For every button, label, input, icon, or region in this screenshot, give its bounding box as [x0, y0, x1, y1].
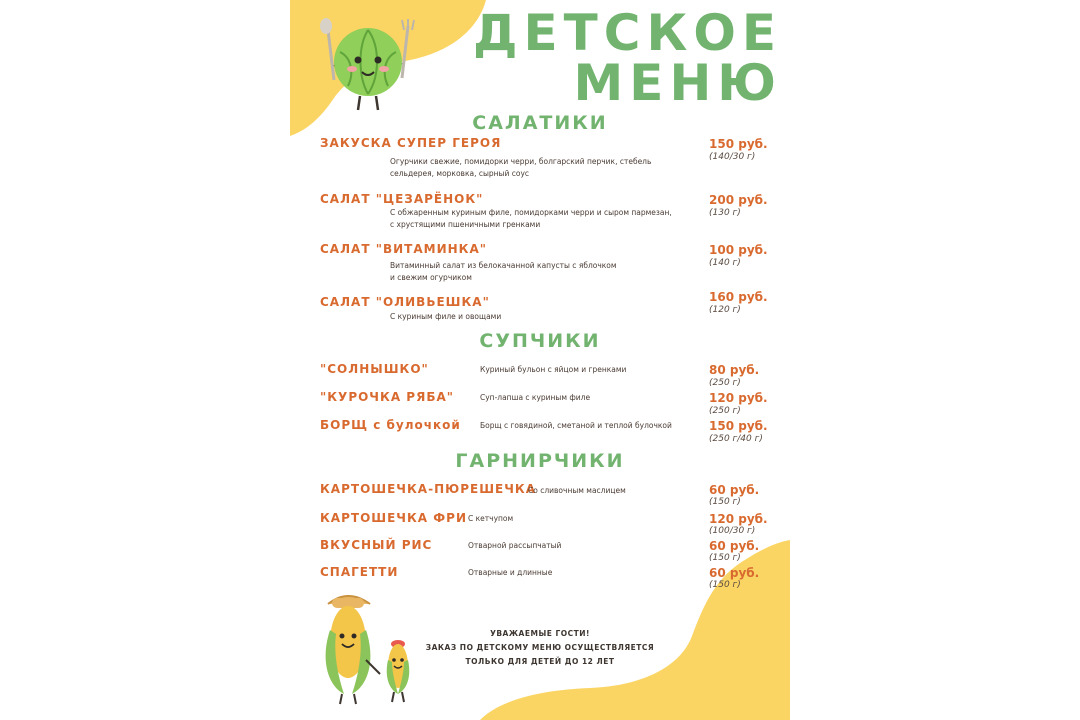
menu-item-desc: и свежим огурчиком — [390, 273, 472, 282]
menu-title-line1: ДЕТСКОЕ — [472, 4, 782, 62]
menu-item-desc: С куриным филе и овощами — [390, 312, 502, 321]
menu-item-name: "СОЛНЫШКО" — [320, 362, 429, 376]
menu-item-desc: Суп-лапша с куриным филе — [480, 393, 591, 402]
menu-item-price: 80 руб. — [709, 363, 760, 377]
menu-item-desc: сельдерея, морковка, сырный соус — [390, 169, 530, 178]
menu-item-weight: (250 г) — [709, 378, 741, 388]
menu-item-price: 120 руб. — [709, 391, 768, 405]
menu-item-price: 60 руб. — [709, 539, 760, 553]
menu-item-weight: (250 г) — [709, 406, 741, 416]
menu-item-weight: (130 г) — [709, 208, 741, 218]
menu-item-weight: (100/30 г) — [709, 526, 756, 536]
menu-item-weight: (150 г) — [709, 553, 741, 563]
menu-item-name: ЗАКУСКА СУПЕР ГЕРОЯ — [320, 136, 502, 150]
menu-item-desc: с хрустящими пшеничными гренками — [390, 220, 541, 229]
menu-item-price: 150 руб. — [709, 419, 768, 433]
menu-item-weight: (140/30 г) — [709, 152, 756, 162]
menu-item-price: 100 руб. — [709, 243, 768, 257]
notice-line: ЗАКАЗ ПО ДЕТСКОМУ МЕНЮ ОСУЩЕСТВЛЯЕТСЯ — [425, 643, 655, 652]
menu-item-name: "КУРОЧКА РЯБА" — [320, 390, 454, 404]
menu-item-desc: С кетчупом — [468, 514, 514, 523]
menu-item-desc: Отварной рассыпчатый — [468, 541, 562, 550]
menu-title-line2: МЕНЮ — [573, 54, 782, 112]
menu-item-name: САЛАТ "ВИТАМИНКА" — [320, 242, 487, 256]
menu-item-desc: Огурчики свежие, помидорки черри, болгарский перчик, стебель — [390, 157, 652, 166]
menu-item-desc: Витаминный салат из белокачанной капусты с яблочком — [390, 261, 617, 270]
menu-item-name: КАРТОШЕЧКА-ПЮРЕШЕЧКА — [320, 482, 537, 496]
notice-line: ТОЛЬКО ДЛЯ ДЕТЕЙ ДО 12 ЛЕТ — [465, 657, 615, 666]
cabbage-mascot-icon — [304, 16, 424, 116]
menu-item-name: САЛАТ "ЦЕЗАРЁНОК" — [320, 192, 484, 206]
menu-item-price: 120 руб. — [709, 512, 768, 526]
menu-page — [290, 0, 790, 720]
menu-item-weight: (150 г) — [709, 497, 741, 507]
menu-item-desc: Отварные и длинные — [468, 568, 553, 577]
menu-item-desc: Со сливочным маслицем — [528, 486, 626, 495]
menu-item-weight: (150 г) — [709, 580, 741, 590]
menu-item-name: ВКУСНЫЙ РИС — [320, 538, 433, 552]
menu-item-price: 60 руб. — [709, 483, 760, 497]
menu-item-desc: Борщ с говядиной, сметаной и теплой булочкой — [480, 421, 672, 430]
menu-item-weight: (250 г/40 г) — [709, 434, 763, 444]
section-title-sides: ГАРНИРЧИКИ — [455, 450, 625, 472]
menu-item-name: СПАГЕТТИ — [320, 565, 399, 579]
menu-item-desc: Куриный бульон с яйцом и гренками — [480, 365, 627, 374]
menu-item-name: САЛАТ "ОЛИВЬЕШКА" — [320, 295, 490, 309]
menu-item-name: КАРТОШЕЧКА ФРИ — [320, 511, 468, 525]
notice-line: УВАЖАЕМЫЕ ГОСТИ! — [490, 629, 590, 638]
menu-item-price: 150 руб. — [709, 137, 768, 151]
section-title-salads: САЛАТИКИ — [472, 112, 608, 134]
menu-item-price: 60 руб. — [709, 566, 760, 580]
section-title-soups: СУПЧИКИ — [479, 330, 601, 352]
menu-item-price: 160 руб. — [709, 290, 768, 304]
menu-item-name: БОРЩ с булочкой — [320, 418, 461, 432]
menu-item-price: 200 руб. — [709, 193, 768, 207]
menu-item-weight: (120 г) — [709, 305, 741, 315]
menu-item-weight: (140 г) — [709, 258, 741, 268]
menu-item-desc: С обжаренным куриным филе, помидорками черри и сыром пармезан, — [390, 208, 672, 217]
